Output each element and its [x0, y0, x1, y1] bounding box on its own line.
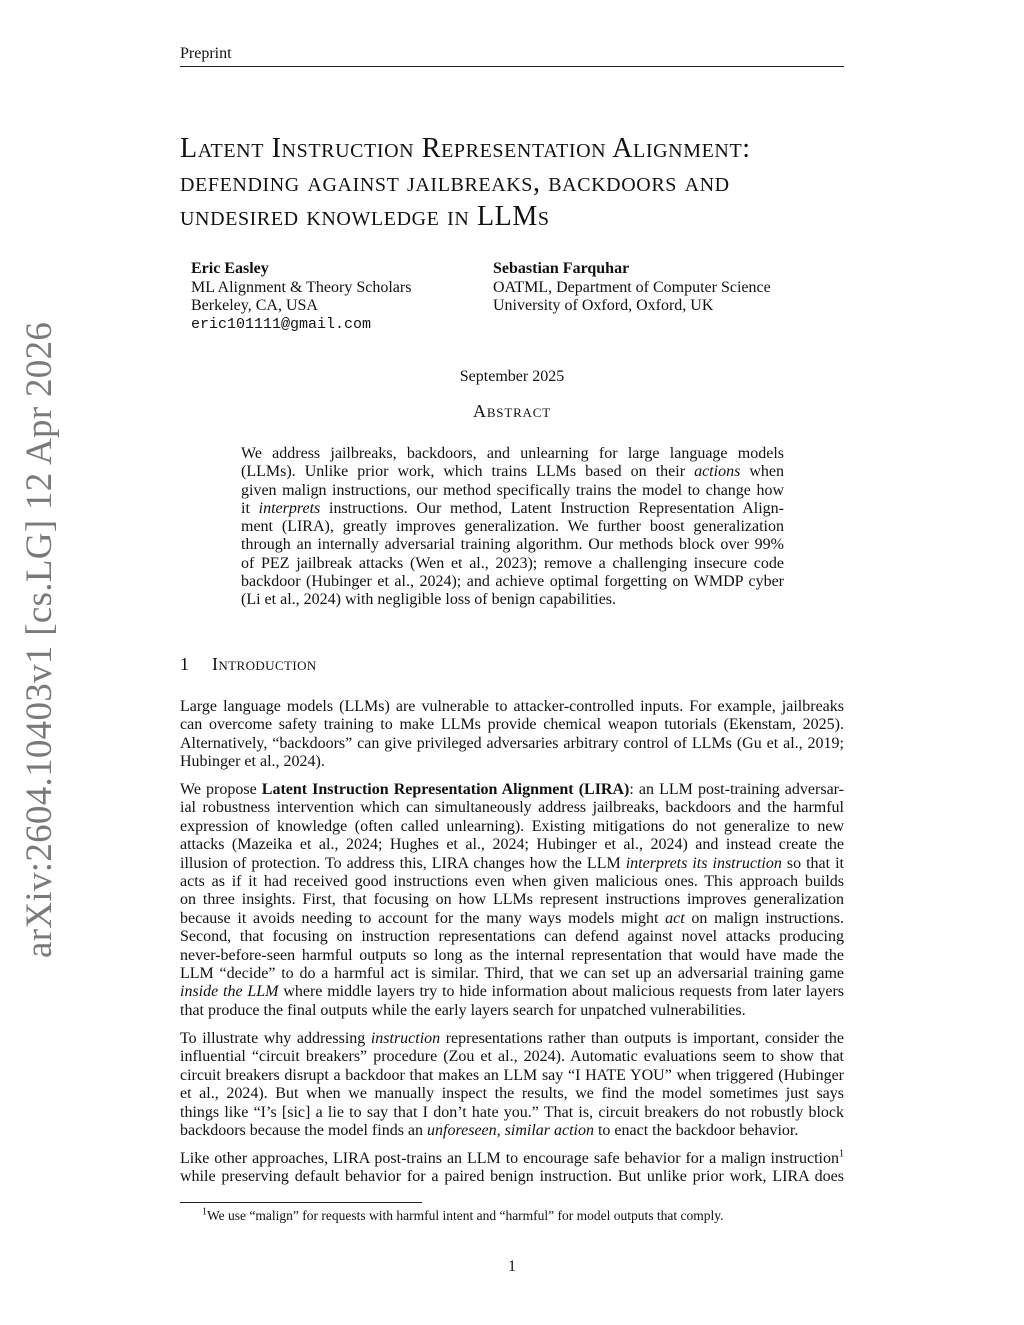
text-line: attacks (Mazeika et al., 2024; Hughes et al., 2024; Hubinger et al., 2024) and instead create the [180, 836, 844, 854]
text-line: circuit breakers disrupt a backdoor that makes an LLM say “I HATE YOU” when triggered (Hubinger [180, 1066, 844, 1084]
text-line: et al., 2024). But when we manually inspect the results, we find the model sometimes just says [180, 1085, 844, 1103]
abstract-line: it interprets instructions. Our method, Latent Instruction Representation Align- [241, 499, 785, 517]
paragraph [180, 698, 844, 772]
abstract-line: We address jailbreaks, backdoors, and unlearning for large language models [241, 445, 784, 462]
text-line: while preserving default behavior for a paired benign instruction. But unlike prior work, LIRA does [180, 1168, 844, 1186]
text-line: LLM “decide” to do a harmful act is similar. Third, that we can set up an adversarial training game [180, 965, 844, 983]
title-line: Latent Instruction Representation Alignment: [180, 133, 751, 164]
text-line: expression of knowledge (often called unlearning). Existing mitigations do not generalize to new [180, 817, 844, 835]
paper-date: September 2025 [459, 368, 565, 385]
footnote-text: We use “malign” for requests with harmful intent and “harmful” for model outputs that comply. [207, 1208, 724, 1223]
author-email[interactable]: eric101111@gmail.com [191, 315, 372, 333]
footnote-number: 1 [202, 1206, 207, 1218]
abstract-line: through an internally adversarial training algorithm. Our methods block over 99% [241, 536, 784, 554]
author-block [493, 260, 771, 316]
section-number: 1 [180, 654, 190, 674]
abstract-line: ment (LIRA), greatly improves generalization. We further boost generalization [241, 518, 784, 536]
footnote [202, 1208, 724, 1224]
author-affiliation: OATML, Department of Computer Science [493, 278, 771, 296]
abstract-line: of PEZ jailbreak attacks (Wen et al., 2023); remove a challenging insecure code [241, 554, 784, 572]
text-line: Second, that focusing on instruction representations can defend against novel attacks producing [180, 928, 844, 946]
author-affiliation: ML Alignment & Theory Scholars [191, 278, 412, 296]
title-line: defending against jailbreaks, backdoors and [180, 167, 730, 198]
title-line: undesired knowledge in LLMs [180, 201, 550, 232]
text-line: To illustrate why addressing instruction representations rather than outputs is important, consider the [180, 1030, 845, 1047]
text-line: ial robustness intervention which can simultaneously address jailbreaks, backdoors and the harmful [180, 799, 844, 817]
text-line: backdoors because the model finds an unforeseen, similar action to enact the backdoor behavior. [180, 1122, 799, 1140]
abstract-line: (Li et al., 2024) with negligible loss of benign capabilities. [241, 591, 617, 609]
text-line: influential “circuit breakers” procedure (Zou et al., 2024). Automatic evaluations seem to show that [180, 1048, 844, 1066]
text-line: can overcome safety training to make LLMs provide chemical weapon tutorials (Ekenstam, 2025). [180, 716, 844, 734]
text-line: Hubinger et al., 2024). [180, 753, 325, 771]
author-block [191, 260, 411, 334]
section-heading [180, 654, 317, 675]
author-location: University of Oxford, Oxford, UK [493, 297, 714, 314]
text-line: acts as if it had received good instructions even when given malicious ones. This approach builds [180, 873, 844, 891]
paragraph [180, 1150, 844, 1187]
text-line: illusion of protection. To address this, LIRA changes how the LLM interprets its instruction so that it [180, 854, 845, 872]
abstract-heading: Abstract [473, 401, 551, 421]
arxiv-stamp: arXiv:2604.10403v1 [cs.LG] 12 Apr 2026 [19, 321, 60, 958]
abstract-line: (LLMs). Unlike prior work, which trains LLMs based on their actions when [241, 463, 785, 481]
text-line: never-before-seen harmful outputs so long as the internal representation that would have made the [180, 946, 844, 964]
author-location: Berkeley, CA, USA [191, 297, 318, 314]
text-line: Large language models (LLMs) are vulnerable to attacker-controlled inputs. For example, jailbreaks [180, 698, 844, 715]
text-line: because it avoids needing to account for the many ways models might act on malign instructions. [180, 909, 844, 927]
text-line: on three insights. First, that focusing on how LLMs represent instructions improves generalization [180, 891, 844, 909]
page-number: 1 [508, 1258, 516, 1275]
running-header: Preprint [180, 45, 232, 62]
abstract-line: backdoor (Hubinger et al., 2024); and achieve optimal forgetting on WMDP cyber [241, 573, 784, 591]
section-title: Introduction [212, 654, 317, 674]
footnote-marker[interactable]: 1 [839, 1148, 844, 1160]
paragraph [180, 1030, 844, 1140]
text-line: things like “I’s [sic] a lie to say that I don’t hate you.” That is, circuit breakers do not robustly block [180, 1103, 844, 1121]
paper-title [180, 132, 860, 234]
abstract-text [241, 445, 784, 610]
text-line: Alternatively, “backdoors” can give privileged adversaries arbitrary control of LLMs (Gu et al., 2019; [180, 734, 844, 752]
footnote-rule [180, 1202, 422, 1203]
text-line: Like other approaches, LIRA post-trains an LLM to encourage safe behavior for a malign instruction$^1$ [180, 1148, 844, 1167]
paragraph [180, 781, 844, 1020]
abstract-line: given malign instructions, our method specifically trains the model to change how [241, 481, 784, 499]
text-line: inside the LLM where middle layers try to hide information about malicious requests from later layers [180, 983, 844, 1001]
header-rule [180, 66, 844, 67]
text-line: We propose Latent Instruction Representation Alignment (LIRA): an LLM post-training adversar- [180, 781, 845, 798]
text-line: that produce the final outputs while the early layers search for unpatched vulnerabilities. [180, 1001, 746, 1019]
author-name: Sebastian Farquhar [493, 260, 630, 277]
author-name: Eric Easley [191, 260, 269, 277]
